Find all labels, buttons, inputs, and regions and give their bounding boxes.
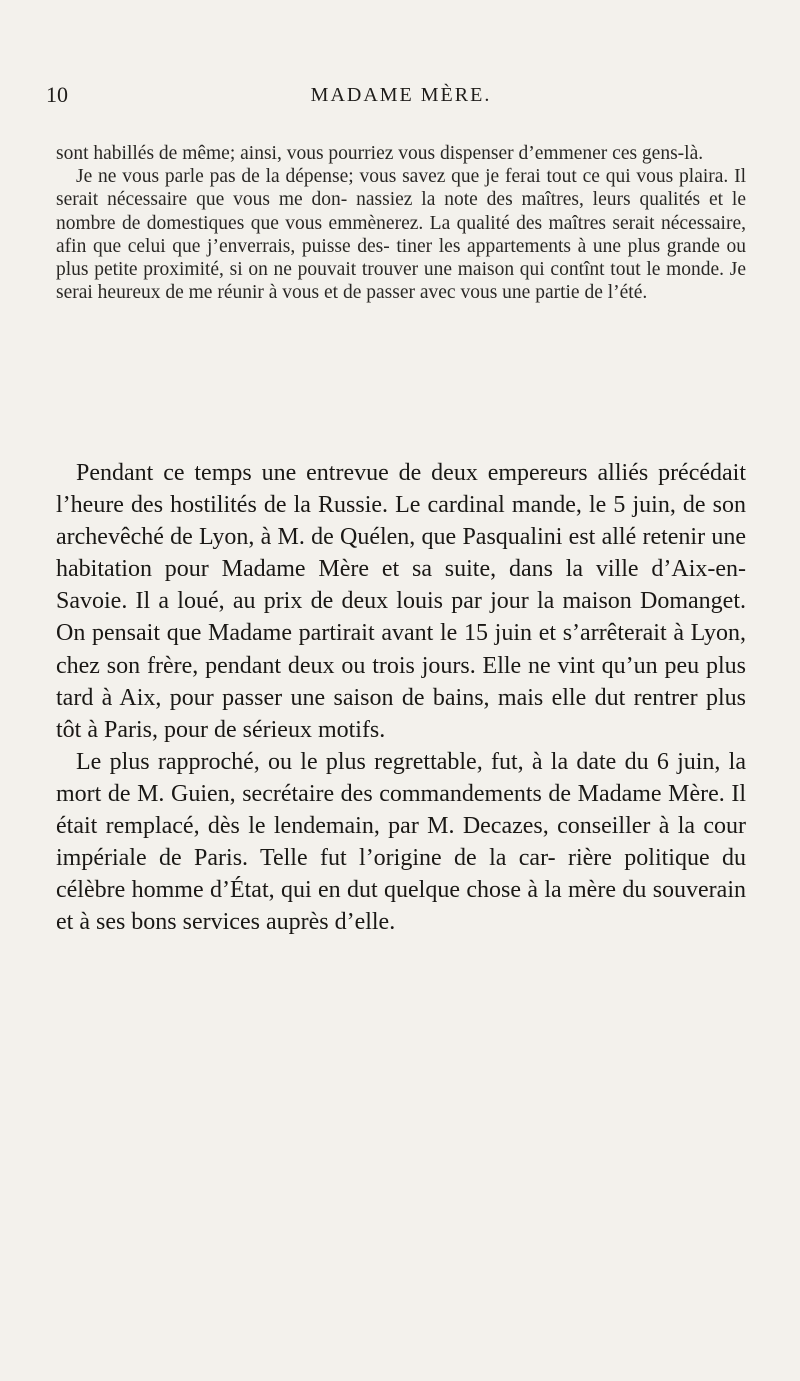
page-header — [46, 82, 756, 112]
quoted-letter — [56, 142, 746, 304]
body-paragraph-1: Pendant ce temps une entrevue de deux empereurs alliés précédait l’heure des hostilités de la Russie. Le cardinal mande, le 5 juin, de son archevêché de Lyon, à M. de Quélen, que Pasqualini est allé retenir une habitation pour Madame Mère et sa suite, dans la ville d’Aix-en-Savoie. Il a loué, au prix de deux louis par jour la maison Domanget. On pensait que Madame partirait avant le 15 juin et s’arrêterait à Lyon, chez son frère, pendant deux ou trois jours. Elle ne vint qu’un peu plus tard à Aix, pour passer une saison de bains, mais elle dut rentrer plus tôt à Paris, pour de sérieux motifs. — [56, 460, 746, 743]
running-title: MADAME MÈRE. — [310, 84, 492, 106]
page-number: 10 — [46, 82, 68, 107]
body-paragraph-2: Le plus rapproché, ou le plus regrettable, fut, à la date du 6 juin, la mort de M. Guien, secrétaire des commandements de Madame Mère. Il était remplacé, dès le lendemain, par M. Decazes, conseiller à la cour impériale de Paris. Telle fut l’origine de la car- rière politique du célèbre homme d’État, qui en dut quelque chose à la mère du souverain et à ses bons services auprès d’elle. — [56, 748, 746, 936]
quote-paragraph-1: sont habillés de même; ainsi, vous pourriez vous dispenser d’emmener ces gens-là. — [56, 143, 704, 164]
quote-paragraph-2: Je ne vous parle pas de la dépense; vous savez que je ferai tout ce qui vous plaira. Il serait nécessaire que vous me don- nassiez la note des maîtres, leurs qualités et le nombre de domestiques que vous emmènerez. La qualité des maîtres serait nécessaire, afin que celui que j’enverrais, puisse des- tiner les appartements à une plus grande ou plus petite proximité, si on ne pouvait trouver une maison qui contînt tout le monde. Je serai heureux de me réunir à vous et de passer avec vous une partie de l’été. — [56, 166, 746, 304]
main-text — [56, 457, 746, 938]
